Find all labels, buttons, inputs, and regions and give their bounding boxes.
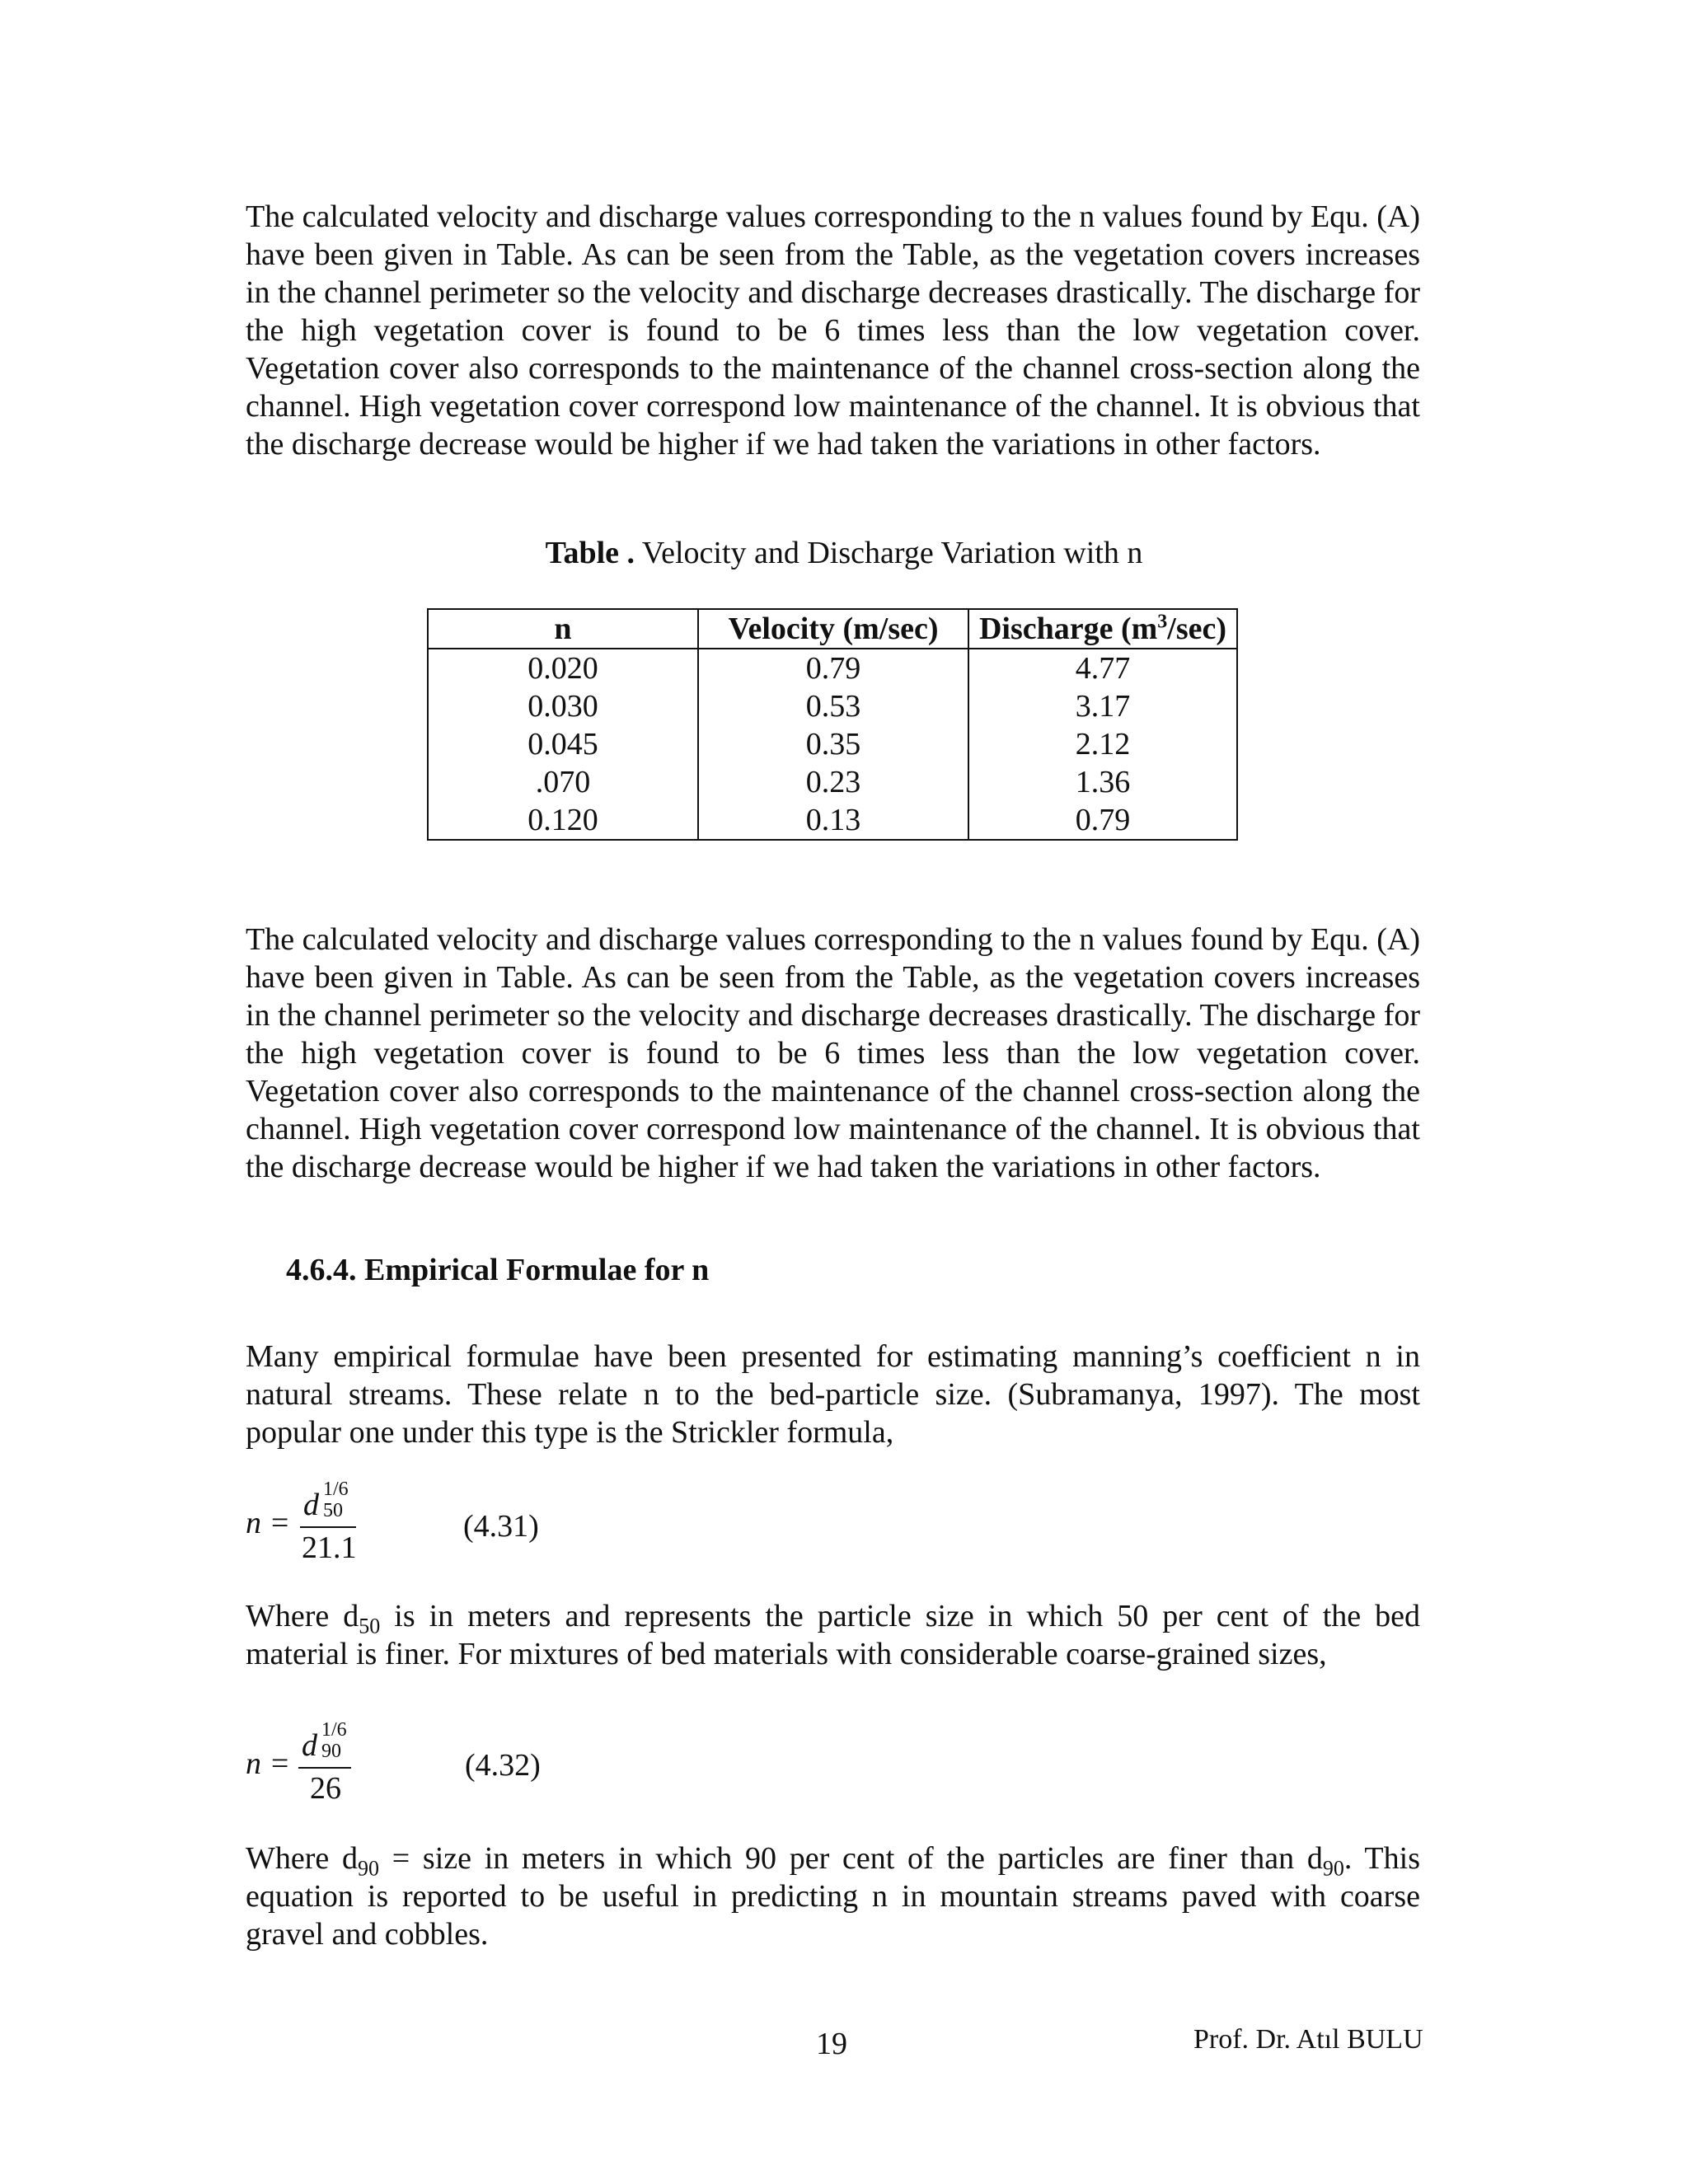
cell-discharge: 0.79 bbox=[968, 801, 1237, 840]
fraction-bar bbox=[298, 1767, 351, 1769]
formula-base: d bbox=[303, 1488, 319, 1522]
table-row bbox=[428, 725, 1237, 763]
cell-velocity: 0.35 bbox=[698, 725, 968, 763]
cell-n: .070 bbox=[428, 763, 698, 801]
formula-4-31 bbox=[246, 1475, 575, 1591]
cell-velocity: 0.53 bbox=[698, 687, 968, 725]
table-row bbox=[428, 763, 1237, 801]
table-row bbox=[428, 649, 1237, 687]
table-caption-text: Velocity and Discharge Variation with n bbox=[641, 536, 1143, 570]
table-row bbox=[428, 687, 1237, 725]
table-row bbox=[428, 801, 1237, 840]
cell-n: 0.045 bbox=[428, 725, 698, 763]
empirical-intro-paragraph: Many empirical formulae have been presented for estimating manning’s coefficient n in natural streams. These relate n to the bed-particle size. (Subramanya, 1997). The most popular one under this type is the Strickler formula, bbox=[246, 1339, 1420, 1450]
formula-subscript: 90 bbox=[321, 1741, 341, 1762]
section-heading: 4.6.4. Empirical Formulae for n bbox=[286, 1253, 710, 1287]
cell-velocity: 0.23 bbox=[698, 763, 968, 801]
equation-label: (4.32) bbox=[465, 1748, 541, 1783]
formula-lhs: n = bbox=[246, 1746, 291, 1781]
formula-denominator: 26 bbox=[310, 1771, 341, 1806]
cell-n: 0.030 bbox=[428, 687, 698, 725]
formula-subscript: 50 bbox=[323, 1500, 343, 1521]
formula-denominator: 21.1 bbox=[302, 1530, 357, 1565]
cell-n: 0.120 bbox=[428, 801, 698, 840]
cell-discharge: 1.36 bbox=[968, 763, 1237, 801]
formula-exponent: 1/6 bbox=[323, 1479, 349, 1500]
cell-discharge: 3.17 bbox=[968, 687, 1237, 725]
d50-paragraph: Where $d_{50}$ is in meters and represents the particle size in which 50 per cent of the bed material is finer. For mixtures of bed materials with considerable coarse-grained sizes, bbox=[246, 1599, 1420, 1671]
cell-discharge: 2.12 bbox=[968, 725, 1237, 763]
cell-discharge: 4.77 bbox=[968, 649, 1237, 687]
repeated-paragraph: The calculated velocity and discharge values corresponding to the n values found by Equ. (A) have been given in Table. As can be seen from the Table, as the vegetation covers increases in the channel perimeter so the velocity and discharge decreases drastically. The discharge for the high vegetation cover is found to be 6 times less than the low vegetation cover. Vegetation cover also corresponds to the maintenance of the channel cross-section along the channel. High vegetation cover correspond low maintenance of the channel. It is obvious that the discharge decrease would be higher if we had taken the variations in other factors. bbox=[246, 922, 1420, 1184]
formula-base: d bbox=[302, 1728, 317, 1763]
cell-n: 0.020 bbox=[428, 649, 698, 687]
intro-paragraph: The calculated velocity and discharge values corresponding to the n values found by Equ. (A) have been given in Table. As can be seen from the Table, as the vegetation covers increases in the channel perimeter so the velocity and discharge decreases drastically. The discharge for the high vegetation cover is found to be 6 times less than the low vegetation cover. Vegetation cover also corresponds to the maintenance of the channel cross-section along the channel. High vegetation cover correspond low maintenance of the channel. It is obvious that the discharge decrease would be higher if we had taken the variations in other factors. bbox=[246, 199, 1420, 462]
header-velocity: Velocity (m/sec) bbox=[698, 609, 968, 649]
cell-velocity: 0.13 bbox=[698, 801, 968, 840]
header-n: n bbox=[428, 609, 698, 649]
formula-4-32 bbox=[246, 1716, 575, 1831]
table-caption bbox=[0, 534, 1688, 572]
author-footer: Prof. Dr. Atıl BULU bbox=[1193, 2024, 1423, 2055]
header-discharge: Discharge $(m^3/\sec)$ bbox=[968, 609, 1237, 649]
table-header-row bbox=[428, 609, 1237, 649]
table-caption-label: Table . bbox=[545, 536, 635, 570]
velocity-discharge-table bbox=[427, 608, 1238, 841]
formula-lhs: n = bbox=[246, 1506, 291, 1540]
cell-velocity: 0.79 bbox=[698, 649, 968, 687]
formula-exponent: 1/6 bbox=[321, 1719, 347, 1741]
page-number: 19 bbox=[816, 2027, 847, 2061]
fraction-bar bbox=[300, 1526, 356, 1528]
d90-paragraph: Where $d_{90}$ = size in meters in which 90 per cent of the particles are finer than $d_{90}$. This equation is reported to be useful in predicting n in mountain streams paved with coarse gravel and cobbles. bbox=[246, 1841, 1420, 1952]
equation-label: (4.31) bbox=[463, 1509, 539, 1544]
